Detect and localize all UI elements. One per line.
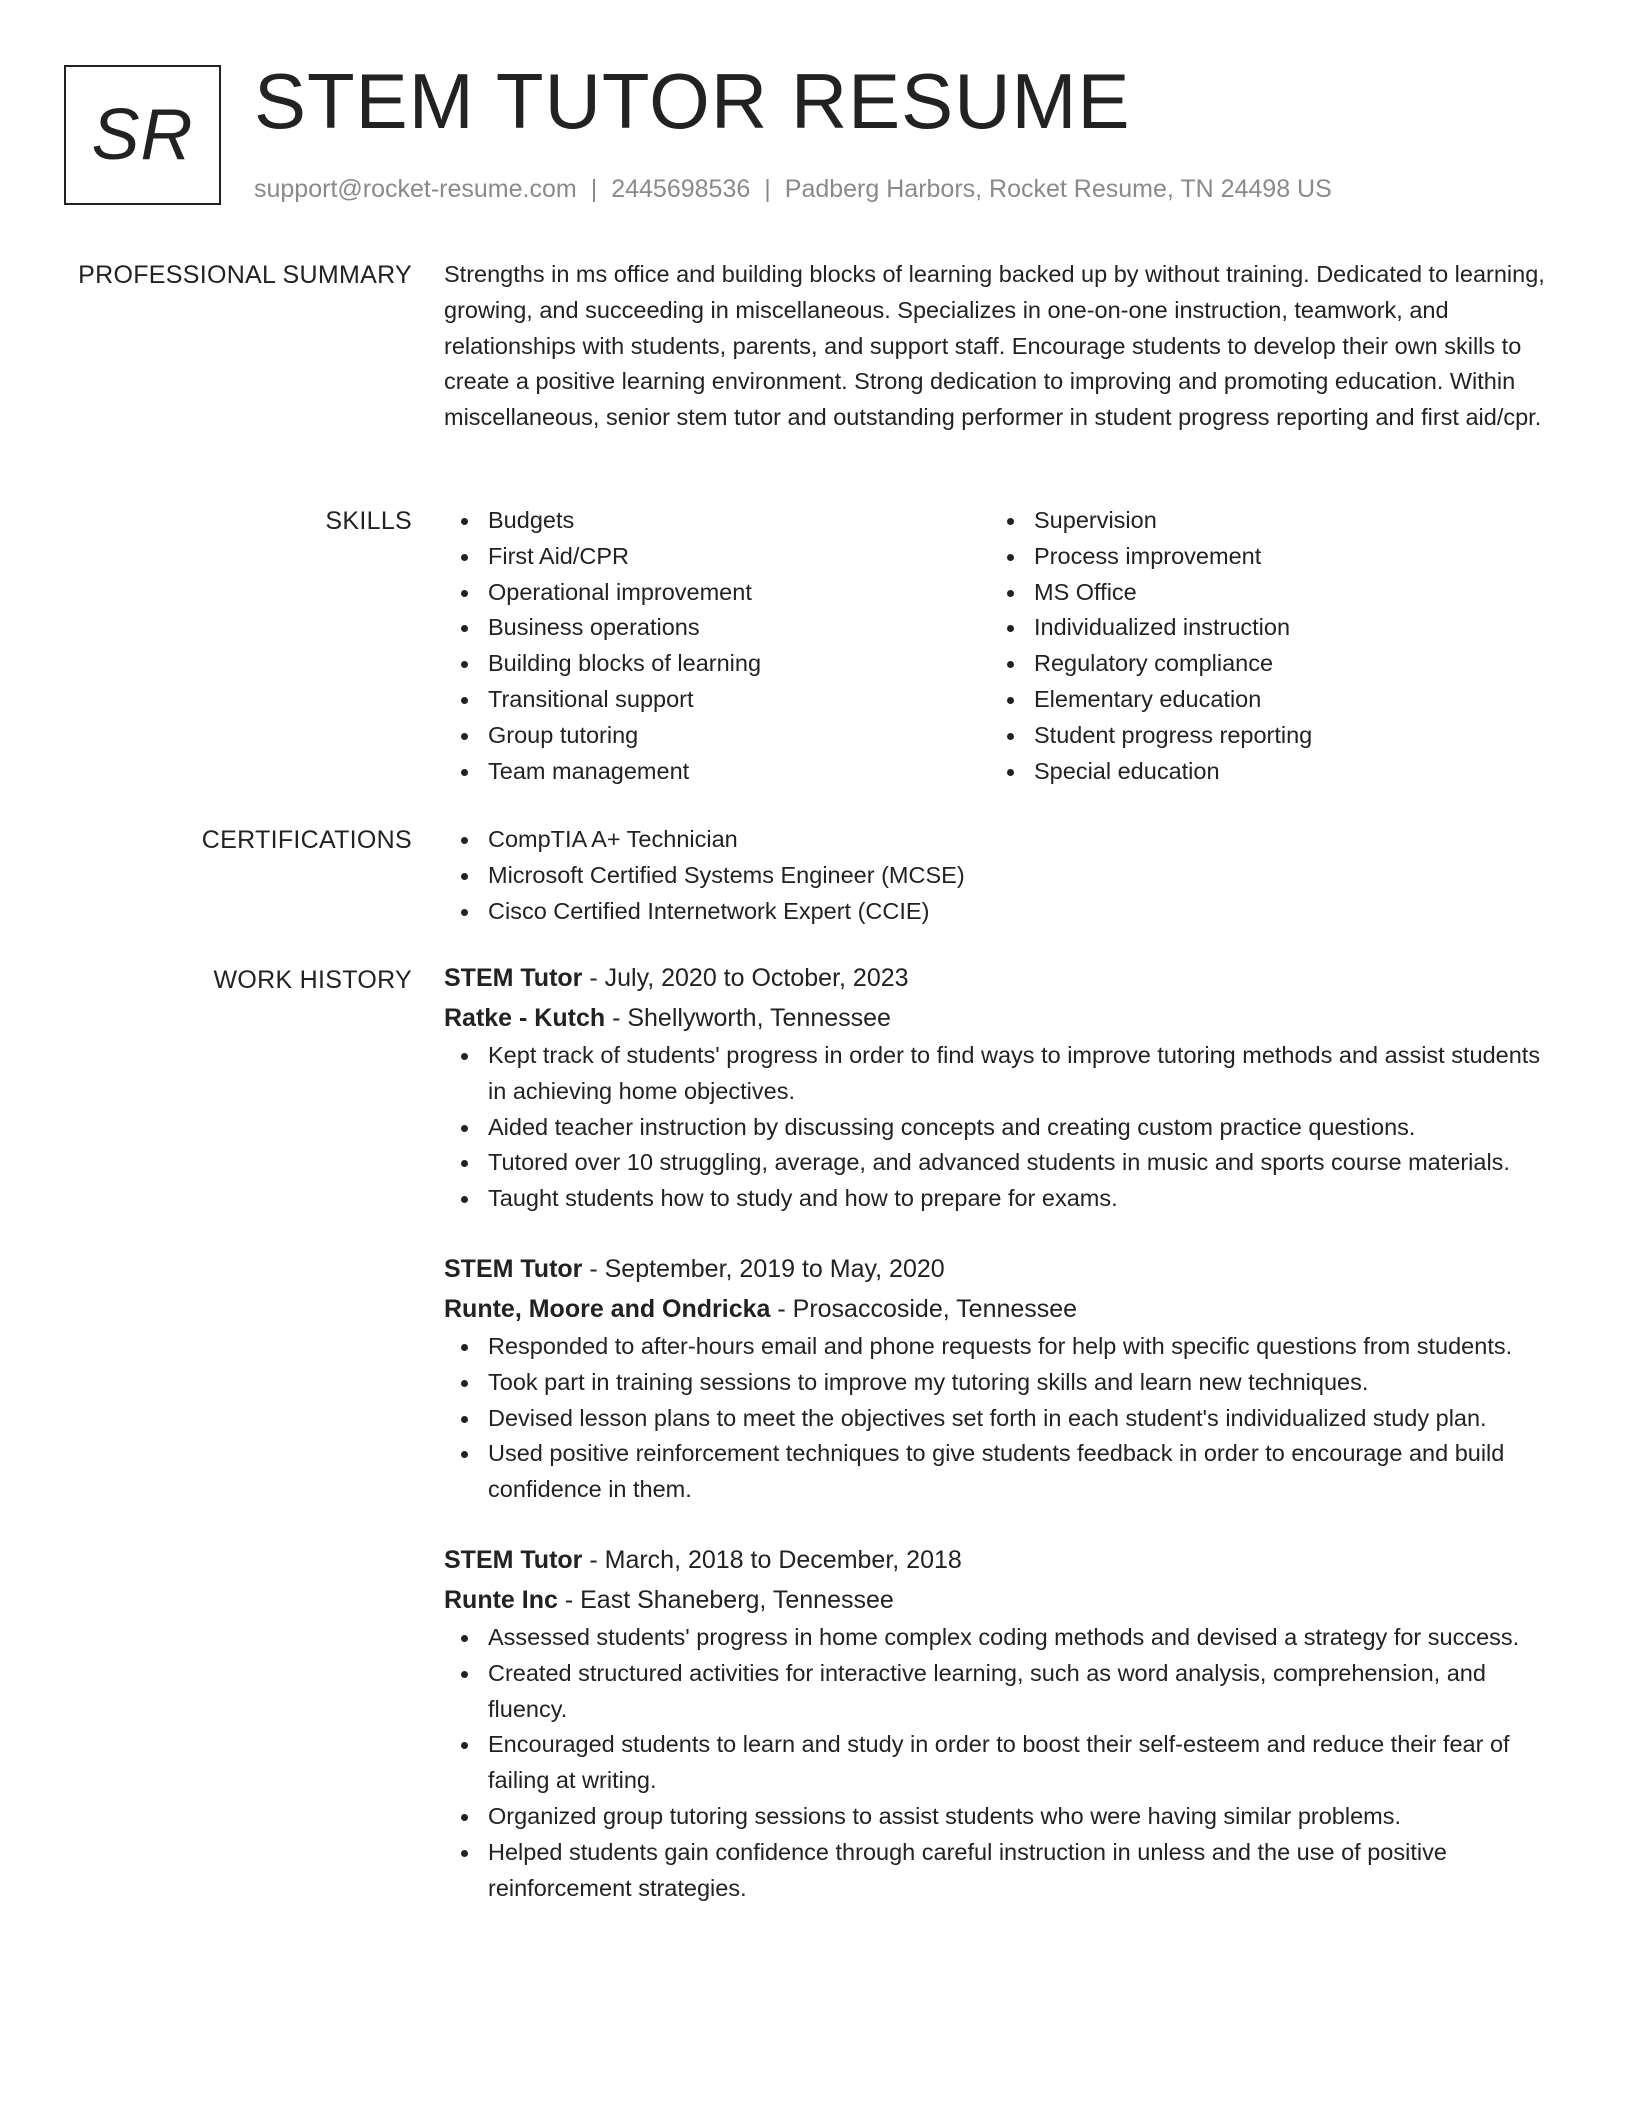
skill-item: Business operations [444, 610, 990, 646]
job-dates: - March, 2018 to December, 2018 [582, 1545, 962, 1574]
job-entry [444, 958, 1560, 1217]
job-duty: Took part in training sessions to improve my tutoring skills and learn new techniques. [444, 1365, 1560, 1401]
contact-email: support@rocket-resume.com [254, 175, 577, 203]
job-title-line [444, 958, 1560, 998]
job-duty: Responded to after-hours email and phone requests for help with specific questions from students. [444, 1329, 1560, 1365]
certifications-body [444, 822, 1560, 929]
skill-item: Student progress reporting [990, 718, 1536, 754]
skill-item: First Aid/CPR [444, 539, 990, 575]
job-duty: Tutored over 10 struggling, average, and advanced students in music and sports course materials. [444, 1145, 1560, 1181]
job-duty: Organized group tutoring sessions to assist students who were having similar problems. [444, 1799, 1560, 1835]
job-title: STEM Tutor [444, 964, 583, 992]
skill-item: MS Office [990, 575, 1536, 611]
section-label-skills: SKILLS [325, 507, 412, 535]
skill-item: Operational improvement [444, 575, 990, 611]
skills-grid [444, 503, 1560, 789]
contact-separator: | [590, 175, 598, 203]
skill-item: Special education [990, 754, 1536, 790]
skills-column-right [990, 503, 1536, 789]
job-title: STEM Tutor [444, 1545, 583, 1574]
job-title-line [444, 1249, 1560, 1289]
job-location: - Prosaccoside, Tennessee [770, 1294, 1078, 1323]
job-duty: Created structured activities for interactive learning, such as word analysis, comprehension, and fluency. [444, 1656, 1560, 1728]
contact-line [254, 172, 1332, 206]
certifications-list [444, 822, 1560, 929]
job-duty: Aided teacher instruction by discussing concepts and creating custom practice questions. [444, 1110, 1560, 1146]
job-duty: Helped students gain confidence through careful instruction in unless and the use of positive reinforcement strategies. [444, 1835, 1560, 1907]
skill-item: Supervision [990, 503, 1536, 539]
skills-column-left [444, 503, 990, 789]
section-label-work-history: WORK HISTORY [213, 966, 412, 994]
monogram-badge [64, 65, 221, 205]
contact-separator: | [764, 175, 771, 203]
skills-body [444, 503, 1560, 789]
certification-item: CompTIA A+ Technician [444, 822, 1560, 858]
job-title-line [444, 1540, 1560, 1580]
section-label-certifications: CERTIFICATIONS [201, 826, 412, 854]
skill-item: Transitional support [444, 682, 990, 718]
contact-phone: 2445698536 [611, 175, 751, 203]
certification-item: Cisco Certified Internetwork Expert (CCIE) [444, 894, 1560, 930]
skill-item: Team management [444, 754, 990, 790]
skill-item: Regulatory compliance [990, 646, 1536, 682]
work-history-body [444, 958, 1560, 1906]
skill-item: Building blocks of learning [444, 646, 990, 682]
job-entry [444, 1249, 1560, 1508]
job-title: STEM Tutor [444, 1254, 583, 1283]
skill-item: Group tutoring [444, 718, 990, 754]
job-company-line [444, 998, 1560, 1038]
job-company: Ratke - Kutch [444, 1004, 606, 1032]
skill-item: Process improvement [990, 539, 1536, 575]
job-duty: Taught students how to study and how to prepare for exams. [444, 1181, 1560, 1217]
skill-item: Individualized instruction [990, 610, 1536, 646]
summary-body [444, 257, 1560, 436]
job-company: Runte, Moore and Ondricka [444, 1294, 771, 1323]
certification-item: Microsoft Certified Systems Engineer (MCSE) [444, 858, 1560, 894]
job-location: - East Shaneberg, Tennessee [557, 1585, 894, 1614]
job-duty: Encouraged students to learn and study in order to boost their self-esteem and reduce their fear of failing at writing. [444, 1727, 1560, 1799]
resume-title: STEM TUTOR RESUME [254, 57, 1131, 145]
job-dates: - July, 2020 to October, 2023 [582, 964, 909, 992]
job-entry [444, 1540, 1560, 1906]
job-duties-list [444, 1038, 1560, 1217]
job-duty: Kept track of students' progress in order to find ways to improve tutoring methods and assist students in achieving home objectives. [444, 1038, 1560, 1110]
summary-text: Strengths in ms office and building blocks of learning backed up by without training. Dedicated to learning, growing, and succeeding in miscellaneous. Specializes in one-on-one instruction, teamwork, and relationships with students, parents, and support staff. Encourage students to develop their own skills to create a positive learning environment. Strong dedication to improving and promoting education. Within miscellaneous, senior stem tutor and outstanding performer in student progress reporting and first aid/cpr. [444, 261, 1545, 431]
job-duties-list [444, 1620, 1560, 1906]
skill-item: Elementary education [990, 682, 1536, 718]
job-location: - Shellyworth, Tennessee [605, 1004, 891, 1032]
job-company-line [444, 1289, 1560, 1329]
job-company: Runte Inc [444, 1585, 558, 1614]
job-duties-list [444, 1329, 1560, 1508]
job-duty: Used positive reinforcement techniques to give students feedback in order to encourage and build confidence in them. [444, 1436, 1560, 1508]
contact-address: Padberg Harbors, Rocket Resume, TN 24498 US [784, 175, 1332, 203]
job-dates: - September, 2019 to May, 2020 [582, 1254, 945, 1283]
skill-item: Budgets [444, 503, 990, 539]
monogram-initials: SR [91, 95, 194, 175]
section-label-summary: PROFESSIONAL SUMMARY [78, 261, 412, 289]
job-company-line [444, 1580, 1560, 1620]
job-duty: Devised lesson plans to meet the objectives set forth in each student's individualized study plan. [444, 1401, 1560, 1437]
job-duty: Assessed students' progress in home complex coding methods and devised a strategy for success. [444, 1620, 1560, 1656]
